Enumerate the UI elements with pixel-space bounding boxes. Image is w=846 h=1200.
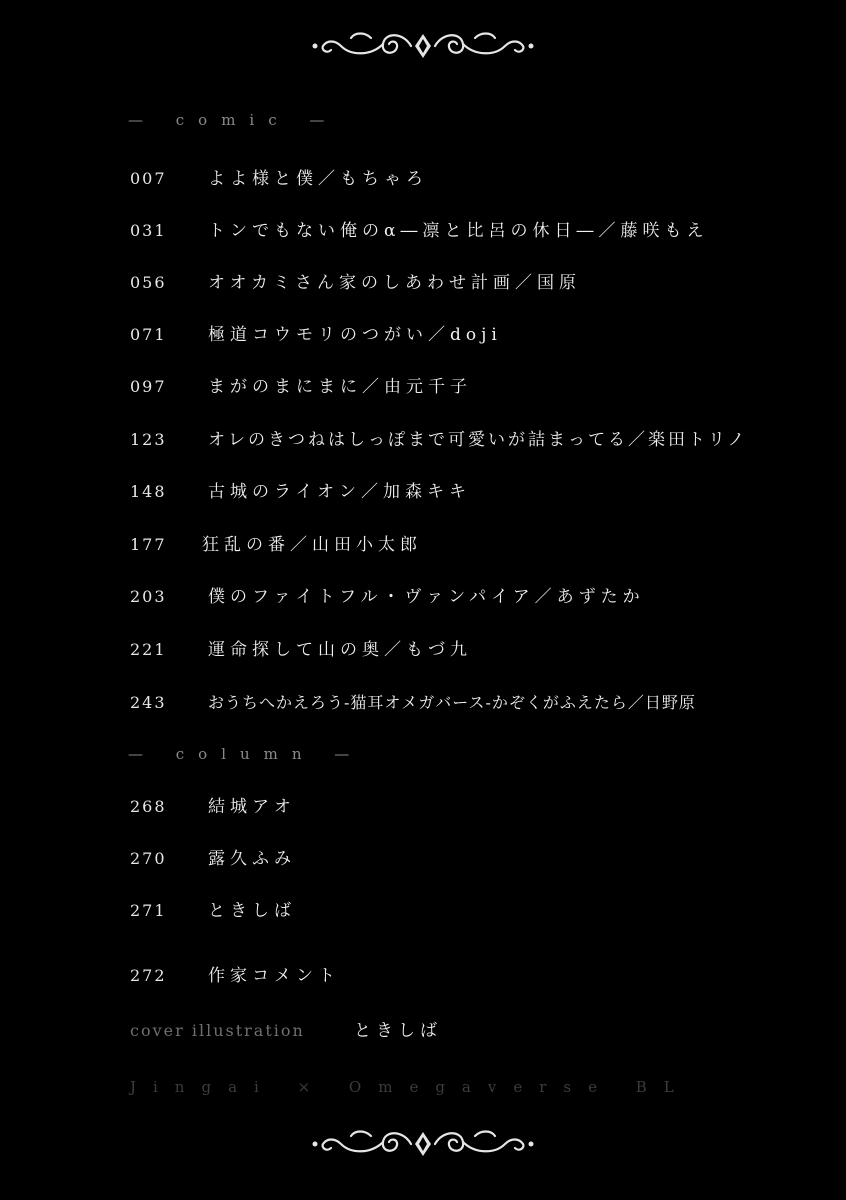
toc-row	[0, 961, 846, 991]
toc-row	[0, 688, 846, 718]
entry-title: 結城アオ	[208, 797, 296, 817]
entry-title: 狂乱の番／山田小太郎	[202, 535, 422, 555]
page-number: 031	[130, 221, 167, 240]
page-number: 056	[130, 273, 167, 292]
toc-row	[0, 425, 846, 455]
section-label-comic: — comic —	[128, 111, 339, 129]
entry-title: 僕のファイトフル・ヴァンパイア／あずたか	[208, 587, 645, 607]
toc-row	[0, 216, 846, 246]
entry-title: ときしば	[208, 901, 296, 921]
cover-illustrator-name: ときしば	[354, 1021, 442, 1041]
cover-illustration-label: cover illustration	[130, 1021, 305, 1040]
entry-title: 運命探して山の奥／もづ九	[208, 640, 472, 660]
toc-row	[0, 530, 846, 560]
page-number: 243	[130, 693, 167, 712]
toc-row	[0, 477, 846, 507]
page-number: 097	[130, 377, 167, 396]
entry-title: 古城のライオン／加森キキ	[208, 482, 471, 502]
entry-title: オオカミさん家のしあわせ計画／国原	[208, 273, 581, 293]
page-number: 271	[130, 901, 167, 920]
toc-row	[0, 268, 846, 298]
page-number: 272	[130, 966, 167, 985]
toc-row	[0, 844, 846, 874]
toc-row	[0, 372, 846, 402]
section-label-column: — column —	[128, 745, 364, 763]
page-number: 123	[130, 430, 167, 449]
page-number: 148	[130, 482, 167, 501]
page-number: 203	[130, 587, 167, 606]
flourish-ornament-icon	[311, 28, 535, 64]
series-tagline: Jingai × Omegaverse BL	[130, 1078, 691, 1096]
toc-row	[0, 582, 846, 612]
entry-title: 露久ふみ	[208, 849, 296, 869]
entry-title: よよ様と僕／もちゃろ	[208, 169, 428, 189]
page-number: 268	[130, 797, 167, 816]
entry-title: まがのまにまに／由元千子	[208, 377, 472, 397]
toc-row	[0, 320, 846, 350]
toc-row	[0, 635, 846, 665]
entry-title: 作家コメント	[208, 966, 340, 986]
toc-row	[0, 896, 846, 926]
page-number: 071	[130, 325, 167, 344]
page-number: 221	[130, 640, 167, 659]
page-number: 007	[130, 169, 167, 188]
toc-row	[0, 792, 846, 822]
flourish-ornament-icon	[311, 1126, 535, 1162]
entry-title: オレのきつねはしっぽまで可愛いが詰まってる／楽田トリノ	[208, 430, 748, 450]
entry-title: トンでもない俺のα―凛と比呂の休日―／藤咲もえ	[208, 221, 709, 241]
entry-title: おうちへかえろう‐猫耳オメガバース‐かぞくがふえたら／日野原	[208, 693, 696, 712]
page-number: 270	[130, 849, 167, 868]
entry-title: 極道コウモリのつがい／doji	[208, 325, 502, 345]
toc-row	[0, 164, 846, 194]
page-number: 177	[130, 535, 167, 554]
